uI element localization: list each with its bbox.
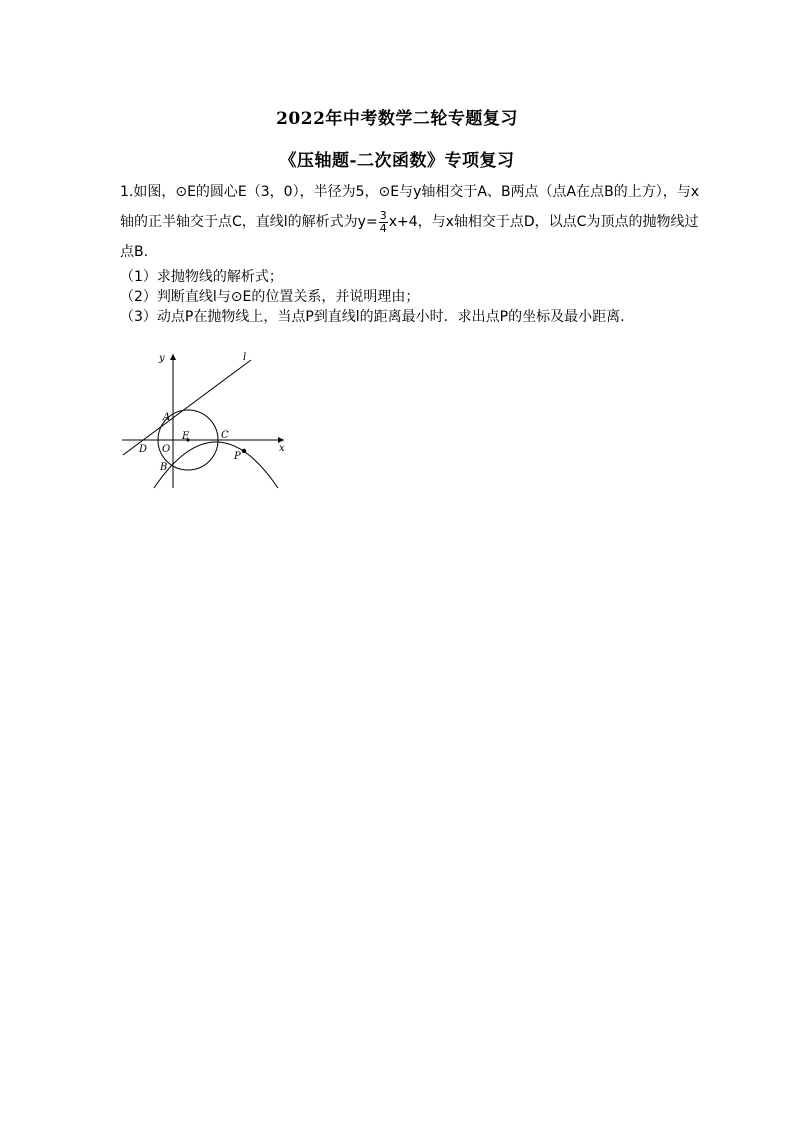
problem-stem xyxy=(120,177,700,267)
point-d-label: D xyxy=(139,444,148,455)
point-c-label: C xyxy=(221,430,229,441)
stem-text-1: 1.如图，⊙E的圆心E（3，0），半径为5，⊙E与y轴相交于A、B两点（点A在点B的上方），与x轴的正半轴交于点C，直线l的解析式为y= xyxy=(120,184,700,230)
page-subtitle: 《压轴题-二次函数》专项复习 xyxy=(279,151,515,171)
fraction-numerator: 3 xyxy=(379,208,387,222)
page-title: 2022年中考数学二轮专题复习 xyxy=(276,109,518,129)
point-e-label: E xyxy=(182,431,190,442)
point-p-label: P xyxy=(234,451,241,462)
question-1: （1）求抛物线的解析式； xyxy=(120,269,283,285)
x-axis-label: x xyxy=(279,443,285,454)
line-l-label: l xyxy=(243,352,247,363)
geometry-figure xyxy=(118,348,293,490)
question-2: （2）判断直线l与⊙E的位置关系，并说明理由； xyxy=(120,289,420,305)
y-axis-arrow xyxy=(170,354,176,360)
problem-body xyxy=(120,177,700,327)
y-axis-label: y xyxy=(159,353,165,364)
point-b-label: B xyxy=(160,462,168,473)
point-p xyxy=(242,449,246,453)
question-3: （3）动点P在抛物线上，当点P到直线l的距离最小时．求出点P的坐标及最小距离. xyxy=(120,309,625,325)
origin-label: O xyxy=(162,444,171,455)
point-a-label: A xyxy=(163,412,171,423)
figure-svg xyxy=(118,348,293,490)
fraction-denominator: 4 xyxy=(379,221,387,235)
fraction xyxy=(379,210,388,235)
stem-text-2: x+4，与x轴相交于点D，以点C为顶点的抛物线过点B. xyxy=(120,214,699,260)
